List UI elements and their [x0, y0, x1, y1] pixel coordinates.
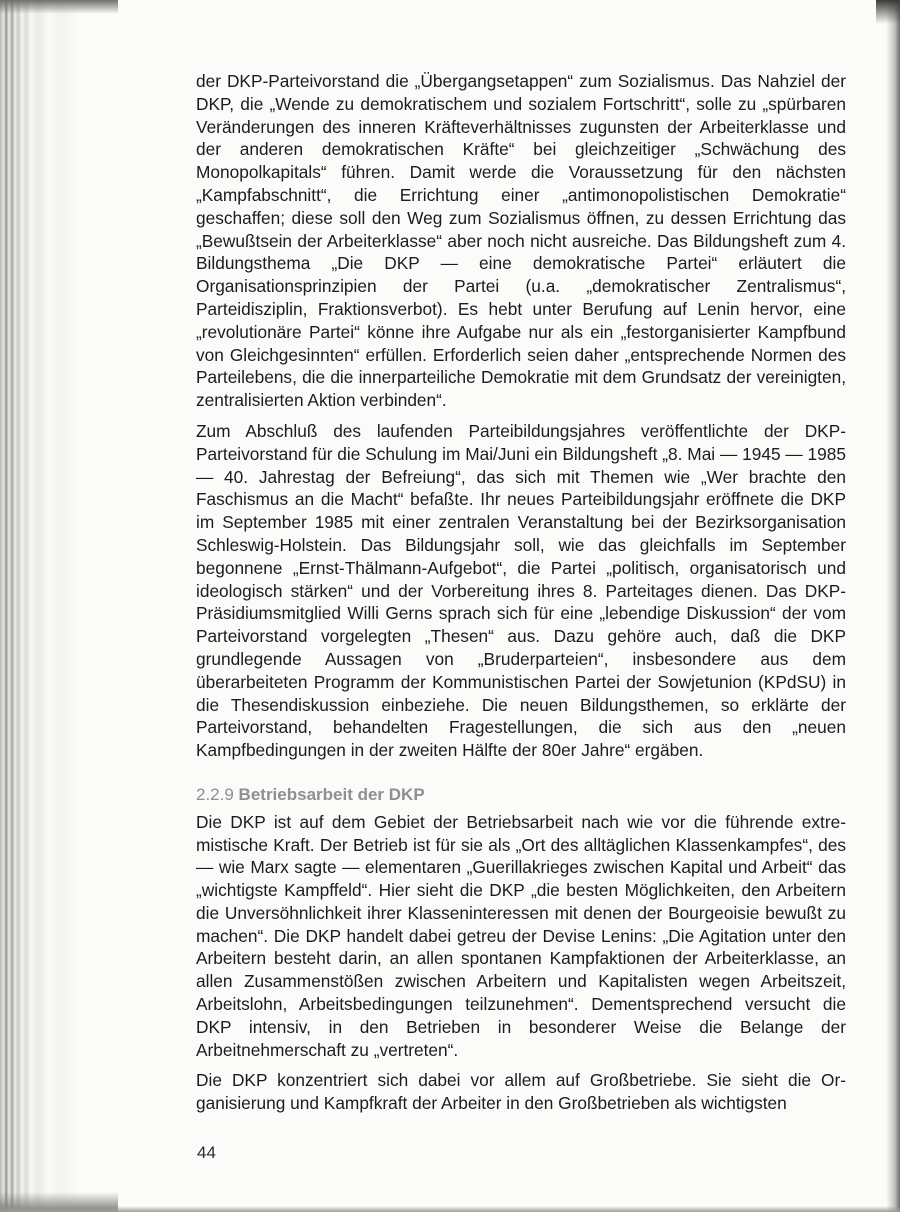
page-number: 44 — [197, 1143, 216, 1162]
section-heading — [196, 784, 846, 807]
binding-edge-shadow-top — [0, 0, 118, 14]
body-paragraph: Die DKP ist auf dem Gebiet der Betriebsarbeit nach wie vor die führende extremistische Kraft. Der Betrieb ist für sie als „Ort des alltäglichen Klassenkampfes“, des — wie Marx sagte — elementaren „Guerillakrieges zwischen Kapital und Arbeit“ das „wichtigste Kampffeld“. Hier sieht die DKP „die besten Möglichkeiten, den Arbeitern die Unversöhnlichkeit ihrer Klasseninteressen mit denen der Bourgeoisie bewußt zu machen“. Die DKP handelt dabei getreu der Devise Lenins: „Die Agitation unter den Arbeitern besteht darin, an allen spontanen Kampfaktionen der Arbeiterklasse, an allen Zusammenstößen zwischen Arbeitern und Kapitalisten wegen Arbeitszeit, Arbeitslohn, Arbeitsbedingungen teilzunehmen“. Dementsprechend versucht die DKP intensiv, in den Betrieben in besonderer Weise die Belange der Arbeitnehmerschaft zu „vertreten“. — [196, 811, 846, 1060]
page-corner-shadow — [876, 0, 900, 24]
body-paragraph: Die DKP konzentriert sich dabei vor allem auf Großbetriebe. Sie sieht die Organisierung und Kampfkraft der Arbeiter in den Großbetrieben als wichtigsten — [196, 1070, 846, 1114]
body-paragraph: Zum Abschluß des laufenden Parteibildungsjahres veröffentlichte der DKP-Parteivorstand für die Schulung im Mai/Juni ein Bildungsheft „8. Mai — 1945 — 1985 — 40. Jahrestag der Befreiung“, das sich mit Themen wie „Wer brachte den Faschismus an die Macht“ befaßte. Ihr neues Parteibildungsjahr eröffnete die DKP im September 1985 mit einer zentralen Veranstaltung bei der Bezirksorganisation Schleswig-Holstein. Das Bildungsjahr soll, wie das gleichfalls im September begonnene „Ernst-Thälmann-Aufgebot“, die Partei „politisch, organisatorisch und ideologisch stärken“ und der Vorbereitung ihres 8. Parteitages dienen. Das DKP-Präsidiumsmitglied Willi Gerns sprach sich für eine „lebendige Diskussion“ der vom Parteivorstand vorgelegten „Thesen“ aus. Dazu gehöre auch, daß die DKP grundlegende Aussagen von „Bruderparteien“, insbesondere aus dem überarbeiteten Programm der Kommunistischen Partei der Sowjetunion (KPdSU) in die Thesendiskussion einbeziehe. Die neuen Bildungsthemen, so erklärte der Parteivorstand, behandelten Fragestellungen, die sich aus den „neuen Kampfbedingungen in der zweiten Hälfte der 80er Jahre“ ergäben. — [196, 420, 846, 761]
page-text-column — [196, 70, 846, 1123]
page-bottom-edge — [0, 1206, 900, 1212]
section-number: 2.2.9 — [196, 784, 234, 804]
binding-edge — [0, 0, 118, 1212]
page-right-edge — [886, 0, 900, 1212]
section-title: Betriebsarbeit der DKP — [238, 784, 425, 804]
body-paragraph: der DKP-Parteivorstand die „Übergangsetappen“ zum Sozialismus. Das Nahziel der DKP, die „Wende zu demokratischem und sozialem Fortschritt“, solle zu „spürbaren Veränderungen des inneren Kräfteverhältnisses zugunsten der Arbeiterklasse und der anderen demokratischen Kräfte“ bei gleichzeitiger „Schwächung des Monopolkapitals“ führen. Damit werde die Voraussetzung für den nächsten „Kampfabschnitt“, die Errichtung einer „antimonopolistischen Demokratie“ geschaffen; diese soll den Weg zum Sozialismus öffnen, zu dessen Errichtung das „Bewußtsein der Arbeiterklasse“ aber noch nicht ausreiche. Das Bildungsheft zum 4. Bildungsthema „Die DKP — eine demokratische Partei“ erläutert die Organisationsprinzipien der Partei (u.a. „demokratischer Zentralismus“, Parteidisziplin, Fraktionsverbot). Es hebt unter Berufung auf Lenin hervor, eine „revolutionäre Partei“ könne ihre Aufgabe nur als ein „festorganisierter Kampfbund von Gleichgesinnten“ erfüllen. Erforderlich seien daher „entsprechende Normen des Parteilebens, die die innerparteiliche Demokratie mit dem Grundsatz der vereinigten, zentralisierten Aktion verbinden“. — [196, 71, 846, 411]
